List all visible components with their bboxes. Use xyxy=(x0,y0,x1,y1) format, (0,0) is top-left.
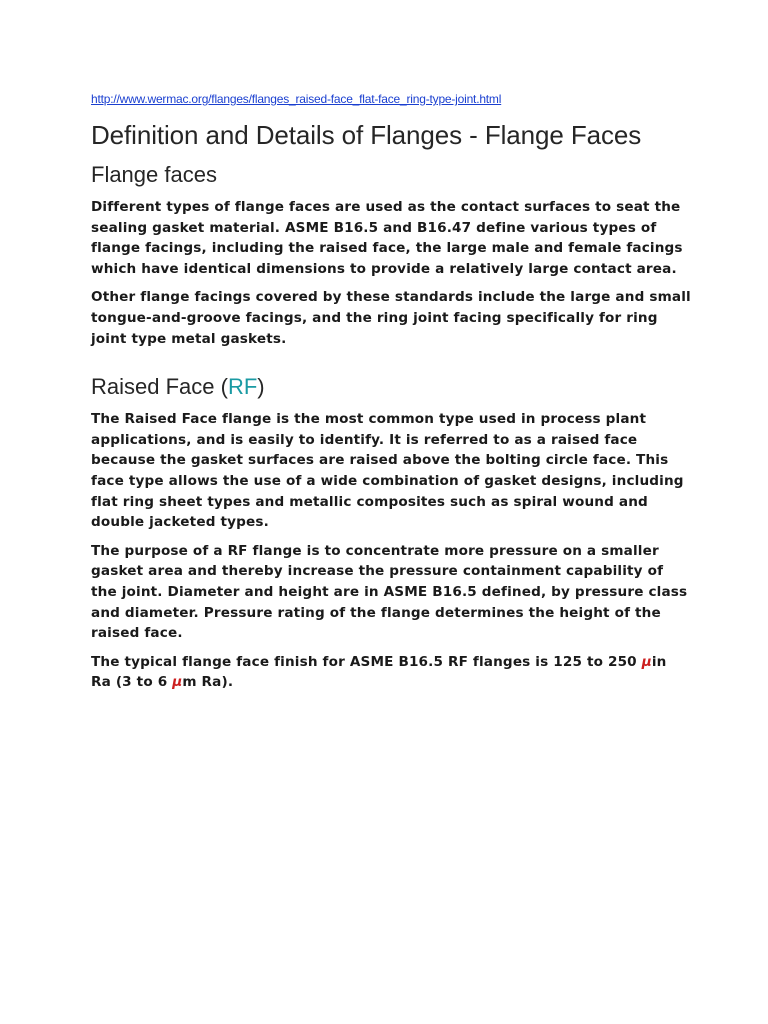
raised-face-heading-prefix: Raised Face ( xyxy=(91,374,228,400)
flange-faces-paragraph-2: Other flange facings covered by these standards include the large and small tongue-and-groove facings, and the ring joint facing specifically for ring joint type metal gaskets. xyxy=(91,289,691,347)
finish-text-part-3: m Ra). xyxy=(182,674,234,691)
rf-acronym: RF xyxy=(227,374,258,400)
document-page xyxy=(91,92,691,701)
finish-text-part-1: The typical flange face finish for ASME B16.5 RF flanges is 125 to 250 xyxy=(91,653,642,670)
raised-face-paragraph-2: The purpose of a RF flange is to concentrate more pressure on a smaller gasket area and thereby increase the pressure containment capability of the joint. Diameter and height are in ASME B16.5 defined, by pressure class and diameter. Pressure rating of the flange determines the height of the raised face. xyxy=(91,542,688,642)
page-title: Definition and Details of Flanges - Flange Faces xyxy=(91,120,642,150)
micro-symbol-2: μ xyxy=(172,674,183,691)
raised-face-heading xyxy=(91,373,691,401)
finish-paragraph xyxy=(91,652,691,693)
finish-text-part-2: in Ra (3 to 6 xyxy=(91,653,667,691)
micro-symbol-1: μ xyxy=(641,653,652,670)
raised-face-heading-suffix: ) xyxy=(257,374,265,400)
flange-faces-paragraph-1: Different types of flange faces are used as the contact surfaces to seat the sealing gasket material. ASME B16.5 and B16.47 define various types of flange facings, including the raised face, the large male and female facings which have identical dimensions to provide a relatively large contact area. xyxy=(91,199,683,277)
raised-face-paragraph-1: The Raised Face flange is the most common type used in process plant applications, and is easily to identify. It is referred to as a raised face because the gasket surfaces are raised above the bolting circle face. This face type allows the use of a wide combination of gasket designs, including flat ring sheet types and metallic composites such as spiral wound and double jacketed types. xyxy=(91,411,684,531)
flange-faces-heading: Flange faces xyxy=(91,162,217,187)
source-url-link[interactable]: http://www.wermac.org/flanges/flanges_raised-face_flat-face_ring-type-joint.html xyxy=(91,92,502,106)
